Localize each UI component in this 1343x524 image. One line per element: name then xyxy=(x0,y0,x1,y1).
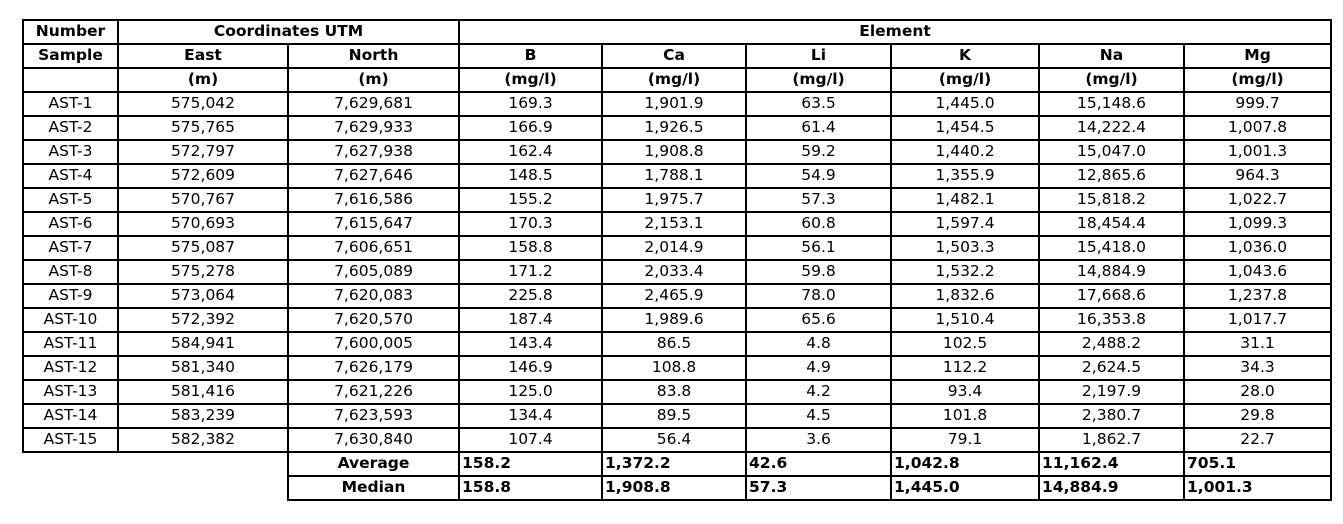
value-cell: 575,042 xyxy=(118,92,288,116)
value-cell: 1,036.0 xyxy=(1184,236,1331,260)
value-cell: 225.8 xyxy=(459,284,602,308)
value-cell: 79.1 xyxy=(891,428,1039,452)
header-east: East xyxy=(118,44,288,68)
value-cell: 18,454.4 xyxy=(1039,212,1184,236)
value-cell: 93.4 xyxy=(891,380,1039,404)
value-cell: 28.0 xyxy=(1184,380,1331,404)
unit-cell-mgl-b: (mg/l) xyxy=(459,68,602,92)
sample-id-cell: AST-5 xyxy=(23,188,118,212)
table-row xyxy=(23,284,1331,308)
value-cell: 1,440.2 xyxy=(891,140,1039,164)
value-cell: 187.4 xyxy=(459,308,602,332)
value-cell: 1,503.3 xyxy=(891,236,1039,260)
value-cell: 964.3 xyxy=(1184,164,1331,188)
value-cell: 1,510.4 xyxy=(891,308,1039,332)
value-cell: 584,941 xyxy=(118,332,288,356)
sample-id-cell: AST-15 xyxy=(23,428,118,452)
summary-value-cell: 14,884.9 xyxy=(1039,476,1184,500)
table-row xyxy=(23,188,1331,212)
value-cell: 170.3 xyxy=(459,212,602,236)
value-cell: 162.4 xyxy=(459,140,602,164)
value-cell: 17,668.6 xyxy=(1039,284,1184,308)
value-cell: 7,630,840 xyxy=(288,428,459,452)
value-cell: 7,620,570 xyxy=(288,308,459,332)
value-cell: 15,148.6 xyxy=(1039,92,1184,116)
value-cell: 86.5 xyxy=(602,332,746,356)
value-cell: 2,033.4 xyxy=(602,260,746,284)
value-cell: 1,007.8 xyxy=(1184,116,1331,140)
value-cell: 34.3 xyxy=(1184,356,1331,380)
unit-cell-empty xyxy=(23,68,118,92)
header-element: Element xyxy=(459,20,1331,44)
value-cell: 7,629,933 xyxy=(288,116,459,140)
value-cell: 16,353.8 xyxy=(1039,308,1184,332)
value-cell: 1,001.3 xyxy=(1184,140,1331,164)
header-element-na: Na xyxy=(1039,44,1184,68)
value-cell: 7,606,651 xyxy=(288,236,459,260)
value-cell: 65.6 xyxy=(746,308,891,332)
table-row xyxy=(23,212,1331,236)
table-row xyxy=(23,164,1331,188)
unit-cell-mgl-ca: (mg/l) xyxy=(602,68,746,92)
value-cell: 1,832.6 xyxy=(891,284,1039,308)
value-cell: 125.0 xyxy=(459,380,602,404)
value-cell: 108.8 xyxy=(602,356,746,380)
value-cell: 78.0 xyxy=(746,284,891,308)
value-cell: 59.2 xyxy=(746,140,891,164)
value-cell: 1,908.8 xyxy=(602,140,746,164)
value-cell: 1,597.4 xyxy=(891,212,1039,236)
value-cell: 57.3 xyxy=(746,188,891,212)
value-cell: 59.8 xyxy=(746,260,891,284)
value-cell: 1,989.6 xyxy=(602,308,746,332)
value-cell: 102.5 xyxy=(891,332,1039,356)
value-cell: 146.9 xyxy=(459,356,602,380)
value-cell: 148.5 xyxy=(459,164,602,188)
value-cell: 15,818.2 xyxy=(1039,188,1184,212)
value-cell: 1,099.3 xyxy=(1184,212,1331,236)
value-cell: 7,627,938 xyxy=(288,140,459,164)
header-element-li: Li xyxy=(746,44,891,68)
unit-cell-mgl-li: (mg/l) xyxy=(746,68,891,92)
empty-cell xyxy=(23,452,118,476)
sample-id-cell: AST-14 xyxy=(23,404,118,428)
sample-id-cell: AST-7 xyxy=(23,236,118,260)
value-cell: 2,153.1 xyxy=(602,212,746,236)
value-cell: 2,488.2 xyxy=(1039,332,1184,356)
unit-cell-m-east: (m) xyxy=(118,68,288,92)
value-cell: 7,616,586 xyxy=(288,188,459,212)
value-cell: 63.5 xyxy=(746,92,891,116)
table-row xyxy=(23,380,1331,404)
summary-row xyxy=(23,476,1331,500)
value-cell: 107.4 xyxy=(459,428,602,452)
summary-label-cell: Average xyxy=(288,452,459,476)
summary-value-cell: 1,042.8 xyxy=(891,452,1039,476)
header-sample: Sample xyxy=(23,44,118,68)
value-cell: 2,624.5 xyxy=(1039,356,1184,380)
value-cell: 575,765 xyxy=(118,116,288,140)
empty-cell xyxy=(118,476,288,500)
value-cell: 1,862.7 xyxy=(1039,428,1184,452)
value-cell: 583,239 xyxy=(118,404,288,428)
unit-cell-m-north: (m) xyxy=(288,68,459,92)
header-number: Number xyxy=(23,20,118,44)
value-cell: 29.8 xyxy=(1184,404,1331,428)
value-cell: 1,237.8 xyxy=(1184,284,1331,308)
summary-value-cell: 705.1 xyxy=(1184,452,1331,476)
header-element-ca: Ca xyxy=(602,44,746,68)
sample-id-cell: AST-6 xyxy=(23,212,118,236)
value-cell: 1,445.0 xyxy=(891,92,1039,116)
sample-id-cell: AST-3 xyxy=(23,140,118,164)
sample-id-cell: AST-8 xyxy=(23,260,118,284)
table-row xyxy=(23,236,1331,260)
value-cell: 570,693 xyxy=(118,212,288,236)
value-cell: 56.1 xyxy=(746,236,891,260)
value-cell: 7,621,226 xyxy=(288,380,459,404)
value-cell: 1,788.1 xyxy=(602,164,746,188)
header-group-row xyxy=(23,20,1331,44)
value-cell: 7,629,681 xyxy=(288,92,459,116)
value-cell: 1,901.9 xyxy=(602,92,746,116)
header-element-b: B xyxy=(459,44,602,68)
value-cell: 15,418.0 xyxy=(1039,236,1184,260)
value-cell: 166.9 xyxy=(459,116,602,140)
table-body xyxy=(23,92,1331,452)
sample-id-cell: AST-11 xyxy=(23,332,118,356)
summary-value-cell: 1,372.2 xyxy=(602,452,746,476)
unit-cell-mgl-na: (mg/l) xyxy=(1039,68,1184,92)
value-cell: 581,340 xyxy=(118,356,288,380)
value-cell: 581,416 xyxy=(118,380,288,404)
summary-value-cell: 158.8 xyxy=(459,476,602,500)
table-header xyxy=(23,20,1331,92)
value-cell: 1,022.7 xyxy=(1184,188,1331,212)
summary-value-cell: 158.2 xyxy=(459,452,602,476)
header-element-mg: Mg xyxy=(1184,44,1331,68)
table-row xyxy=(23,428,1331,452)
value-cell: 3.6 xyxy=(746,428,891,452)
value-cell: 7,623,593 xyxy=(288,404,459,428)
value-cell: 7,605,089 xyxy=(288,260,459,284)
value-cell: 14,222.4 xyxy=(1039,116,1184,140)
unit-cell-mgl-k: (mg/l) xyxy=(891,68,1039,92)
value-cell: 7,620,083 xyxy=(288,284,459,308)
value-cell: 143.4 xyxy=(459,332,602,356)
sample-id-cell: AST-9 xyxy=(23,284,118,308)
summary-value-cell: 1,445.0 xyxy=(891,476,1039,500)
summary-value-cell: 1,001.3 xyxy=(1184,476,1331,500)
value-cell: 15,047.0 xyxy=(1039,140,1184,164)
table-row xyxy=(23,260,1331,284)
value-cell: 54.9 xyxy=(746,164,891,188)
sample-id-cell: AST-13 xyxy=(23,380,118,404)
value-cell: 572,392 xyxy=(118,308,288,332)
summary-label-cell: Median xyxy=(288,476,459,500)
value-cell: 89.5 xyxy=(602,404,746,428)
value-cell: 999.7 xyxy=(1184,92,1331,116)
value-cell: 83.8 xyxy=(602,380,746,404)
value-cell: 155.2 xyxy=(459,188,602,212)
value-cell: 1,355.9 xyxy=(891,164,1039,188)
value-cell: 4.5 xyxy=(746,404,891,428)
value-cell: 570,767 xyxy=(118,188,288,212)
value-cell: 61.4 xyxy=(746,116,891,140)
samples-element-table xyxy=(22,19,1332,501)
value-cell: 575,087 xyxy=(118,236,288,260)
value-cell: 31.1 xyxy=(1184,332,1331,356)
value-cell: 14,884.9 xyxy=(1039,260,1184,284)
header-element-k: K xyxy=(891,44,1039,68)
value-cell: 7,626,179 xyxy=(288,356,459,380)
summary-row xyxy=(23,452,1331,476)
value-cell: 1,926.5 xyxy=(602,116,746,140)
value-cell: 575,278 xyxy=(118,260,288,284)
value-cell: 2,380.7 xyxy=(1039,404,1184,428)
value-cell: 1,454.5 xyxy=(891,116,1039,140)
summary-value-cell: 42.6 xyxy=(746,452,891,476)
table-row xyxy=(23,308,1331,332)
sample-id-cell: AST-4 xyxy=(23,164,118,188)
summary-body xyxy=(23,452,1331,500)
value-cell: 2,465.9 xyxy=(602,284,746,308)
header-coordinates-utm: Coordinates UTM xyxy=(118,20,459,44)
value-cell: 1,043.6 xyxy=(1184,260,1331,284)
table-row xyxy=(23,332,1331,356)
empty-cell xyxy=(23,476,118,500)
value-cell: 22.7 xyxy=(1184,428,1331,452)
value-cell: 169.3 xyxy=(459,92,602,116)
summary-value-cell: 1,908.8 xyxy=(602,476,746,500)
value-cell: 572,609 xyxy=(118,164,288,188)
summary-value-cell: 11,162.4 xyxy=(1039,452,1184,476)
table-row xyxy=(23,404,1331,428)
value-cell: 56.4 xyxy=(602,428,746,452)
value-cell: 4.8 xyxy=(746,332,891,356)
value-cell: 572,797 xyxy=(118,140,288,164)
value-cell: 112.2 xyxy=(891,356,1039,380)
value-cell: 7,615,647 xyxy=(288,212,459,236)
value-cell: 4.9 xyxy=(746,356,891,380)
header-units-row xyxy=(23,68,1331,92)
table-row xyxy=(23,356,1331,380)
header-columns-row xyxy=(23,44,1331,68)
value-cell: 573,064 xyxy=(118,284,288,308)
sample-id-cell: AST-1 xyxy=(23,92,118,116)
table-row xyxy=(23,116,1331,140)
value-cell: 12,865.6 xyxy=(1039,164,1184,188)
value-cell: 60.8 xyxy=(746,212,891,236)
table-row xyxy=(23,92,1331,116)
value-cell: 7,627,646 xyxy=(288,164,459,188)
value-cell: 1,975.7 xyxy=(602,188,746,212)
value-cell: 7,600,005 xyxy=(288,332,459,356)
header-north: North xyxy=(288,44,459,68)
sample-id-cell: AST-10 xyxy=(23,308,118,332)
value-cell: 582,382 xyxy=(118,428,288,452)
unit-cell-mgl-mg: (mg/l) xyxy=(1184,68,1331,92)
summary-value-cell: 57.3 xyxy=(746,476,891,500)
value-cell: 101.8 xyxy=(891,404,1039,428)
empty-cell xyxy=(118,452,288,476)
value-cell: 2,014.9 xyxy=(602,236,746,260)
sample-id-cell: AST-12 xyxy=(23,356,118,380)
value-cell: 4.2 xyxy=(746,380,891,404)
value-cell: 1,532.2 xyxy=(891,260,1039,284)
value-cell: 171.2 xyxy=(459,260,602,284)
table-row xyxy=(23,140,1331,164)
sample-id-cell: AST-2 xyxy=(23,116,118,140)
value-cell: 1,482.1 xyxy=(891,188,1039,212)
value-cell: 2,197.9 xyxy=(1039,380,1184,404)
value-cell: 158.8 xyxy=(459,236,602,260)
value-cell: 1,017.7 xyxy=(1184,308,1331,332)
value-cell: 134.4 xyxy=(459,404,602,428)
